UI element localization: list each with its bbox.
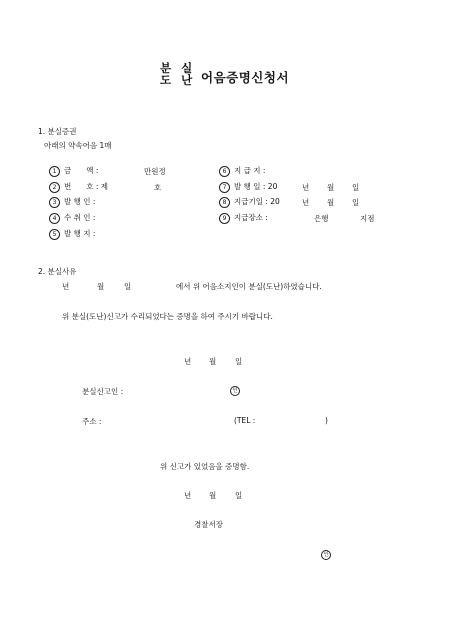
field-number: 9 xyxy=(219,213,230,224)
field-payment-place xyxy=(219,212,268,224)
field-number: 8 xyxy=(219,197,230,208)
reporter-label: 분실신고인 : xyxy=(82,387,124,396)
application-date-year: 년 xyxy=(184,357,192,366)
title-theft: 도 난 xyxy=(160,73,196,87)
field-number: 1 xyxy=(49,166,60,177)
field-label: 지 급 지 : xyxy=(234,166,266,175)
payment-branch: 지점 xyxy=(360,214,375,223)
document-title: 어음증명신청서 xyxy=(201,70,290,85)
field-payee xyxy=(49,212,95,224)
field-due-date xyxy=(219,196,280,208)
certification-date-day: 일 xyxy=(235,491,243,500)
reason-month: 월 xyxy=(97,282,105,291)
tel-close: ) xyxy=(325,416,328,425)
tel-label: (TEL : xyxy=(234,416,256,425)
reason-year: 년 xyxy=(62,282,70,291)
field-issuer xyxy=(49,196,95,208)
address-label: 주소 : xyxy=(82,417,102,426)
field-label: 금 액 : xyxy=(64,166,99,175)
field-label: 발 행 지 : xyxy=(64,229,96,238)
field-number: 6 xyxy=(219,166,230,177)
field-number: 5 xyxy=(49,229,60,240)
field-number-no xyxy=(49,181,108,193)
section-lost-securities-heading: 1. 분실증권 xyxy=(38,127,77,136)
certification-text: 위 신고가 있었음을 증명함. xyxy=(160,462,250,471)
field-issue-date xyxy=(219,181,277,193)
issue-date-year: 년 xyxy=(302,183,310,192)
reason-text: 에서 위 어음소지인이 분실(도난)하였습니다. xyxy=(176,282,322,291)
due-date-day: 일 xyxy=(352,198,360,207)
certification-date-month: 월 xyxy=(209,491,217,500)
due-date-year: 년 xyxy=(302,198,310,207)
field-label: 지급장소 : xyxy=(234,213,268,222)
seal-icon: 인 xyxy=(230,386,240,396)
document-title-stack xyxy=(160,62,195,86)
field-number: 4 xyxy=(49,213,60,224)
field-label: 수 취 인 : xyxy=(64,213,96,222)
field-number: 2 xyxy=(49,182,60,193)
field-label: 번 호 : 제 xyxy=(64,182,109,191)
seal-icon: 인 xyxy=(321,550,331,560)
police-chief-title: 경찰서장 xyxy=(194,520,223,529)
issue-date-month: 월 xyxy=(327,183,335,192)
field-amount xyxy=(49,165,98,177)
due-date-month: 월 xyxy=(327,198,335,207)
reason-day: 일 xyxy=(124,282,132,291)
field-number-unit: 호 xyxy=(154,183,162,192)
request-text: 위 분실(도난)신고가 수리되었다는 증명을 하여 주시기 바랍니다. xyxy=(62,312,273,321)
field-number: 3 xyxy=(49,197,60,208)
application-date-month: 월 xyxy=(209,357,217,366)
reporter-seal xyxy=(230,385,240,396)
section-lost-securities-sub: 아래의 약속어음 1매 xyxy=(44,141,112,150)
application-date-day: 일 xyxy=(235,357,243,366)
field-label: 지급기일 : 20 xyxy=(234,197,280,206)
field-place-of-issue xyxy=(49,228,95,240)
issue-date-day: 일 xyxy=(352,183,360,192)
payment-bank: 은행 xyxy=(314,214,329,223)
police-chief-seal xyxy=(321,549,331,560)
certification-date-year: 년 xyxy=(184,491,192,500)
title-loss: 분 실 xyxy=(160,61,196,75)
field-label: 발 행 일 : 20 xyxy=(234,182,278,191)
section-loss-reason-heading: 2. 분실사유 xyxy=(38,267,77,276)
field-place-of-payment xyxy=(219,165,265,177)
field-label: 발 행 인 : xyxy=(64,197,96,206)
field-amount-unit: 만원정 xyxy=(144,167,166,176)
field-number: 7 xyxy=(219,182,230,193)
